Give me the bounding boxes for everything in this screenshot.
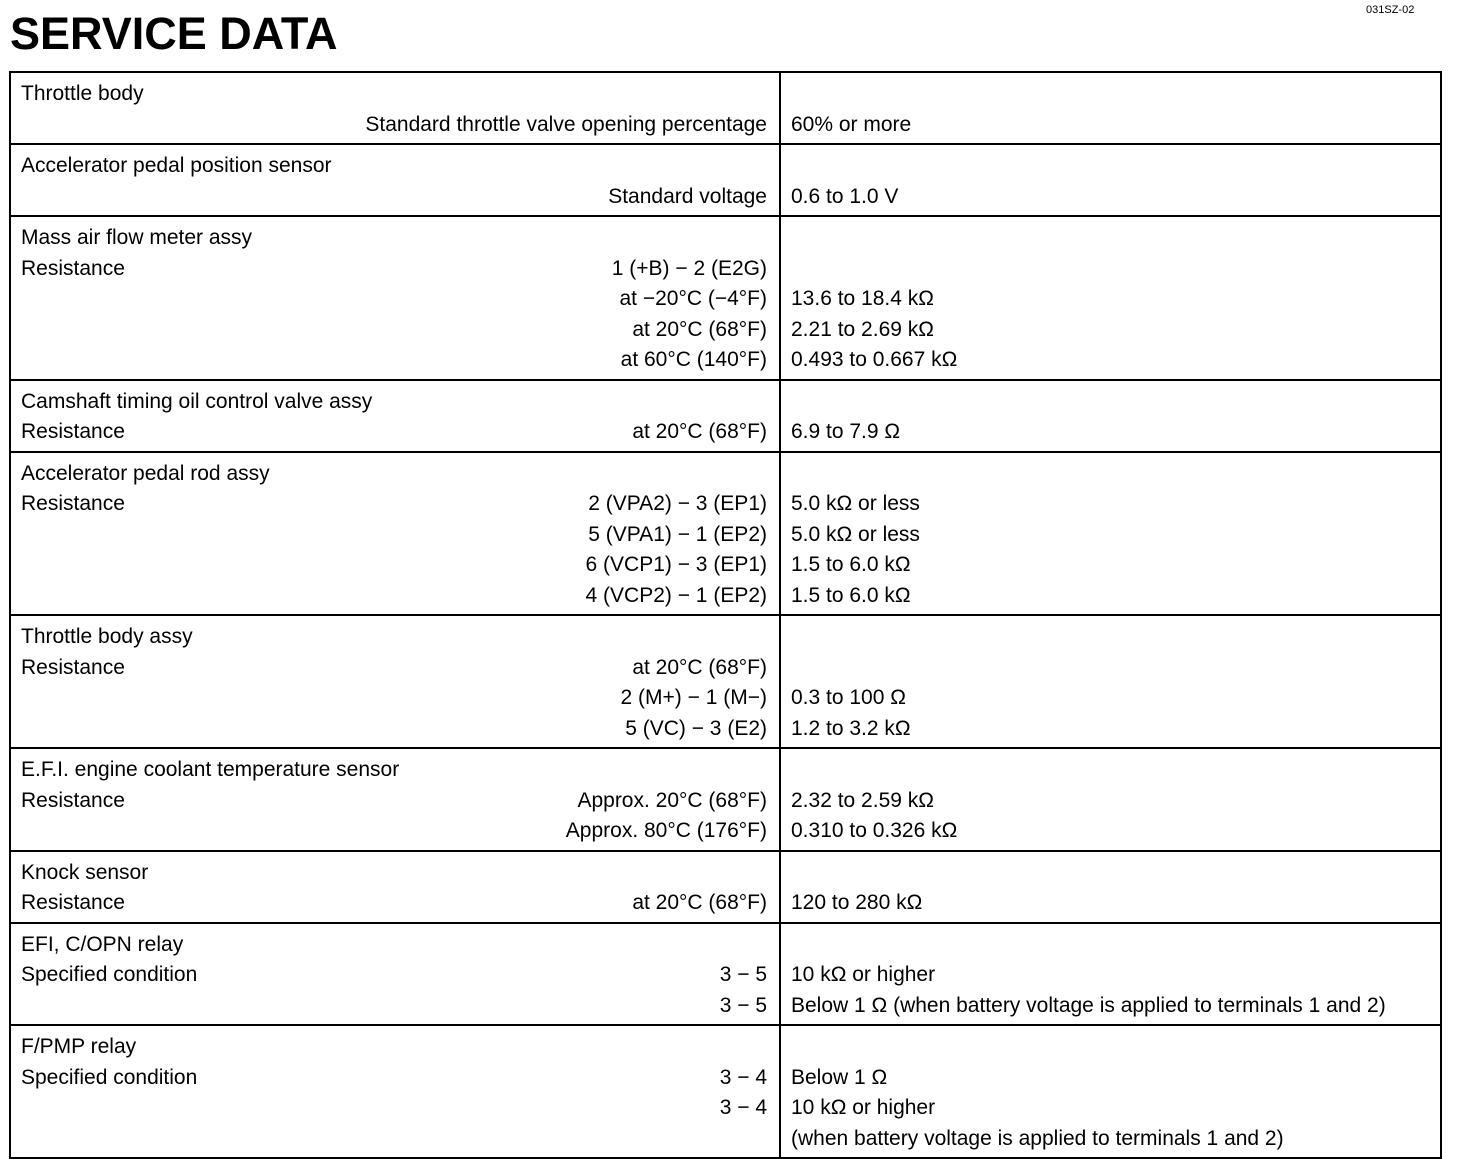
spec-section <box>10 72 1441 144</box>
component-title: Throttle body <box>21 82 144 105</box>
component-title: Throttle body assy <box>21 625 193 648</box>
spec-condition: 3 − 4 <box>719 1096 767 1119</box>
component-title: E.F.I. engine coolant temperature sensor <box>21 758 400 781</box>
spec-section <box>10 748 1441 851</box>
component-title: F/PMP relay <box>21 1035 137 1058</box>
spec-value: 6.9 to 7.9 Ω <box>791 420 901 443</box>
spec-row <box>21 653 767 684</box>
spec-value: 120 to 280 kΩ <box>791 891 923 914</box>
spec-row <box>21 489 767 520</box>
spec-condition: at 60°C (140°F) <box>620 348 767 371</box>
spec-value: 2.21 to 2.69 kΩ <box>791 317 934 341</box>
spec-condition: 3 − 4 <box>719 1065 767 1089</box>
component-title: Knock sensor <box>21 860 149 884</box>
spec-value: 13.6 to 18.4 kΩ <box>791 287 934 310</box>
spec-section <box>10 1025 1441 1158</box>
spec-row <box>21 110 767 141</box>
spec-condition-cell <box>10 923 780 1026</box>
spec-condition: 2 (M+) − 1 (M−) <box>620 686 767 709</box>
spec-value: Below 1 Ω (when battery voltage is applied to terminals 1 and 2) <box>791 993 1386 1017</box>
component-title: EFI, C/OPN relay <box>21 932 184 956</box>
spec-row <box>21 254 767 285</box>
spec-label: Specified condition <box>21 963 198 986</box>
spec-condition: 5 (VC) − 3 (E2) <box>625 716 767 740</box>
spec-row <box>21 315 767 346</box>
spec-section <box>10 851 1441 923</box>
spec-row <box>21 683 767 714</box>
spec-condition-cell <box>10 615 780 748</box>
spec-value: 1.5 to 6.0 kΩ <box>791 553 911 576</box>
spec-section <box>10 216 1441 380</box>
spec-row <box>21 888 767 919</box>
component-title: Accelerator pedal rod assy <box>21 461 270 485</box>
component-title: Mass air flow meter assy <box>21 226 253 249</box>
spec-condition-cell <box>10 380 780 452</box>
spec-condition: Approx. 80°C (176°F) <box>565 819 767 842</box>
spec-row <box>21 816 767 847</box>
spec-condition: at 20°C (68°F) <box>632 655 767 679</box>
spec-value: 1.5 to 6.0 kΩ <box>791 583 911 607</box>
spec-label: Resistance <box>21 655 125 679</box>
spec-row <box>21 182 767 213</box>
spec-row <box>21 284 767 315</box>
spec-value-cell <box>780 452 1441 616</box>
spec-value: 5.0 kΩ or less <box>791 522 920 546</box>
spec-section <box>10 380 1441 452</box>
spec-value: 5.0 kΩ or less <box>791 492 920 515</box>
spec-row <box>21 417 767 448</box>
spec-condition-cell <box>10 1025 780 1158</box>
spec-value-cell <box>780 380 1441 452</box>
spec-value-cell <box>780 851 1441 923</box>
spec-row <box>21 1124 767 1155</box>
spec-label: Resistance <box>21 492 125 515</box>
spec-value: 10 kΩ or higher <box>791 1096 936 1119</box>
spec-value: Below 1 Ω <box>791 1065 888 1089</box>
spec-condition: 5 (VPA1) − 1 (EP2) <box>588 522 767 546</box>
spec-value: 0.3 to 100 Ω <box>791 686 906 709</box>
spec-condition-cell <box>10 851 780 923</box>
spec-condition: 2 (VPA2) − 3 (EP1) <box>588 492 767 515</box>
spec-value: 0.6 to 1.0 V <box>791 184 899 208</box>
spec-condition: 3 − 5 <box>719 963 767 986</box>
spec-value-cell <box>780 615 1441 748</box>
spec-condition: at 20°C (68°F) <box>632 891 767 914</box>
spec-condition-cell <box>10 72 780 144</box>
service-data-table <box>9 71 1442 1159</box>
spec-row <box>21 1063 767 1094</box>
spec-value-cell <box>780 72 1441 144</box>
spec-condition: Approx. 20°C (68°F) <box>577 788 767 812</box>
spec-section <box>10 615 1441 748</box>
spec-condition: 3 − 5 <box>719 993 767 1017</box>
spec-section <box>10 923 1441 1026</box>
spec-value-cell <box>780 748 1441 851</box>
document-code: 031SZ-02 <box>1366 4 1415 16</box>
component-title: Camshaft timing oil control valve assy <box>21 389 373 413</box>
spec-condition: 4 (VCP2) − 1 (EP2) <box>585 583 767 607</box>
spec-row <box>21 960 767 991</box>
spec-row <box>21 550 767 581</box>
spec-value-cell <box>780 144 1441 216</box>
spec-value-cell <box>780 216 1441 380</box>
spec-label: Resistance <box>21 256 125 280</box>
spec-condition-cell <box>10 216 780 380</box>
spec-row <box>21 1093 767 1124</box>
spec-condition: Standard voltage <box>608 184 767 208</box>
spec-label: Specified condition <box>21 1065 198 1089</box>
spec-value: 10 kΩ or higher <box>791 963 936 986</box>
spec-row <box>21 714 767 745</box>
spec-condition: Standard throttle valve opening percentage <box>365 112 767 136</box>
spec-condition: 6 (VCP1) − 3 (EP1) <box>585 553 767 576</box>
spec-condition-cell <box>10 748 780 851</box>
spec-value-cell <box>780 1025 1441 1158</box>
spec-condition: at 20°C (68°F) <box>632 420 767 443</box>
spec-value: 0.310 to 0.326 kΩ <box>791 819 958 842</box>
spec-row <box>21 581 767 612</box>
spec-value: 0.493 to 0.667 kΩ <box>791 348 958 371</box>
spec-value: 60% or more <box>791 112 912 136</box>
spec-value: (when battery voltage is applied to terminals 1 and 2) <box>791 1126 1284 1150</box>
spec-condition: at −20°C (−4°F) <box>619 287 767 310</box>
spec-row <box>21 345 767 376</box>
spec-section <box>10 452 1441 616</box>
spec-section <box>10 144 1441 216</box>
spec-condition-cell <box>10 144 780 216</box>
component-title: Accelerator pedal position sensor <box>21 154 332 177</box>
spec-label: Resistance <box>21 788 125 812</box>
spec-value: 1.2 to 3.2 kΩ <box>791 716 911 740</box>
spec-row <box>21 786 767 817</box>
spec-value: 2.32 to 2.59 kΩ <box>791 788 934 812</box>
spec-condition: at 20°C (68°F) <box>632 317 767 341</box>
spec-condition-cell <box>10 452 780 616</box>
spec-label: Resistance <box>21 420 125 443</box>
spec-label: Resistance <box>21 891 125 914</box>
spec-row <box>21 991 767 1022</box>
spec-row <box>21 520 767 551</box>
spec-condition: 1 (+B) − 2 (E2G) <box>611 256 767 280</box>
page-title: SERVICE DATA <box>10 8 338 59</box>
spec-value-cell <box>780 923 1441 1026</box>
